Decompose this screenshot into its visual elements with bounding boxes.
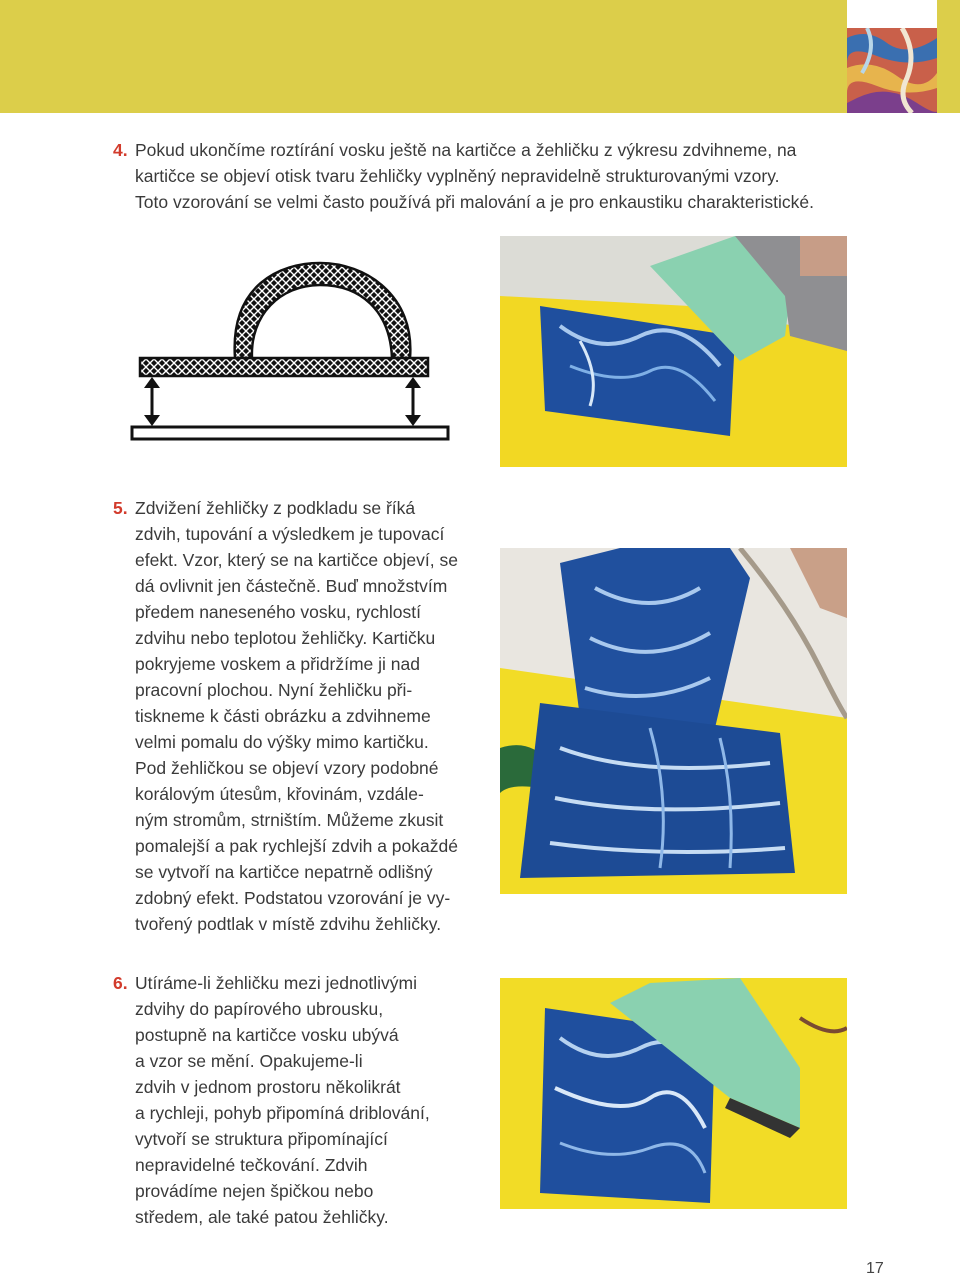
text-line: zdvihy do papírového ubrousku, — [135, 999, 384, 1019]
text-line: korálovým útesům, křovinám, vzdále- — [135, 784, 424, 804]
text-line: nepravidelné tečkování. Zdvih — [135, 1155, 368, 1175]
encaustic-thumbnail — [847, 28, 937, 113]
text-line: Toto vzorování se velmi často používá při malování a je pro enkaustiku charakteristické. — [135, 192, 814, 212]
text-line: zdvih v jednom prostoru několikrát — [135, 1077, 401, 1097]
step-4-text — [135, 137, 814, 215]
text-line: ným stromům, strništím. Můžeme zkusit — [135, 810, 444, 830]
text-line: efekt. Vzor, který se na kartičce objeví, se — [135, 550, 458, 570]
text-line: tvořený podtlak v místě zdvihu žehličky. — [135, 914, 442, 934]
text-line: dá ovlivnit jen částečně. Buď množstvím — [135, 576, 448, 596]
header-bar — [0, 0, 960, 113]
step-number: 6. — [113, 973, 128, 993]
step-5-text — [135, 495, 458, 937]
page-number: 17 — [866, 1260, 884, 1277]
text-line: Utíráme-li žehličku mezi jednotlivými — [135, 973, 418, 993]
text-line: postupně na kartičce vosku ubývá — [135, 1025, 399, 1045]
text-line: provádíme nejen špičkou nebo — [135, 1181, 374, 1201]
step-6-text — [135, 970, 430, 1230]
text-line: Zdvižení žehličky z podkladu se říká — [135, 498, 416, 518]
text-line: vytvoří se struktura připomínající — [135, 1129, 388, 1149]
text-line: velmi pomalu do výšky mimo kartičku. — [135, 732, 429, 752]
text-line: předem naneseného vosku, rychlostí — [135, 602, 421, 622]
lifted-card-photo — [500, 548, 847, 894]
text-line: zdvih, tupování a výsledkem je tupovací — [135, 524, 445, 544]
step-number: 5. — [113, 498, 128, 518]
text-line: kartičce se objeví otisk tvaru žehličky vyplněný nepravidelně strukturovanými vzory. — [135, 166, 780, 186]
text-line: pokryjeme voskem a přidržíme ji nad — [135, 654, 420, 674]
text-line: zdobný efekt. Podstatou vzorování je vy- — [135, 888, 451, 908]
text-line: Pokud ukončíme roztírání vosku ještě na kartičce a žehličku z výkresu zdvihneme, na — [135, 140, 797, 160]
iron-on-card-photo — [500, 236, 847, 467]
step-number: 4. — [113, 140, 128, 160]
text-line: zdvihu nebo teplotou žehličky. Kartičku — [135, 628, 436, 648]
text-line: pomalejší a pak rychlejší zdvih a pokaždé — [135, 836, 458, 856]
iron-lift-diagram — [130, 255, 455, 450]
text-line: a rychleji, pohyb připomíná driblování, — [135, 1103, 430, 1123]
text-line: tiskneme k části obrázku a zdvihneme — [135, 706, 431, 726]
text-line: středem, ale také patou žehličky. — [135, 1207, 389, 1227]
text-line: Pod žehličkou se objeví vzory podobné — [135, 758, 439, 778]
text-line: a vzor se mění. Opakujeme-li — [135, 1051, 363, 1071]
text-line: se vytvoří na kartičce nepatrně odlišný — [135, 862, 433, 882]
iron-dabbing-photo — [500, 978, 847, 1209]
text-line: pracovní plochou. Nyní žehličku při- — [135, 680, 413, 700]
